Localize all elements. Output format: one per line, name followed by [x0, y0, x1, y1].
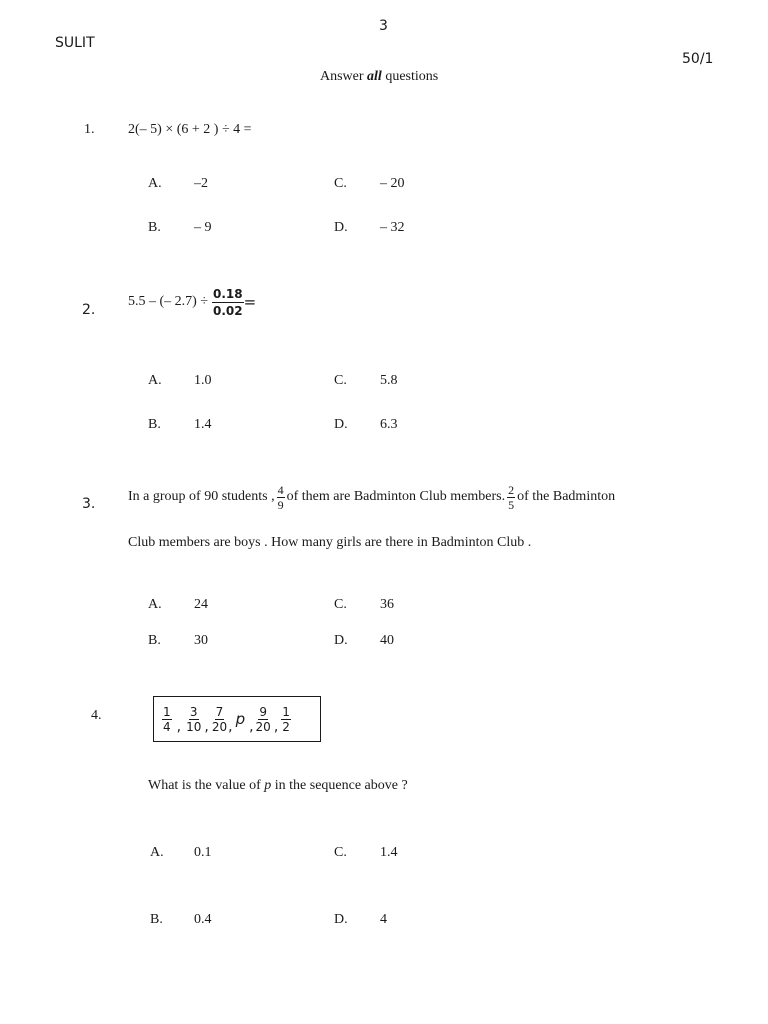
q4-seq-separator: , — [176, 719, 182, 735]
q3-option-a-letter: A. — [148, 597, 162, 612]
q2-fraction — [212, 288, 244, 317]
q4-seq-term-1 — [162, 706, 172, 733]
q4-seq-separator: , — [249, 719, 254, 735]
q4-option-c-letter: C. — [334, 845, 347, 860]
q2-option-a-value: 1.0 — [194, 373, 212, 388]
q1-expression: 2(– 5) × (6 + 2 ) ÷ 4 = — [128, 122, 252, 137]
q3-text-part3: of the Badminton — [517, 489, 616, 504]
q4-seq-term-2-numerator: 3 — [189, 704, 198, 719]
q1-option-a-letter: A. — [148, 176, 162, 191]
q2-option-c-value: 5.8 — [380, 373, 398, 388]
q1-option-d-value: – 32 — [380, 220, 405, 235]
q4-question-prefix: What is the value of — [148, 778, 265, 793]
q4-seq-variable-p: p — [235, 710, 246, 728]
q4-seq-term-6 — [281, 706, 291, 733]
q4-number: 4. — [91, 708, 102, 723]
instruction-prefix: Answer — [320, 69, 368, 84]
q4-question-variable: p — [264, 778, 272, 793]
q3-option-b-letter: B. — [148, 633, 161, 648]
q1-option-c-letter: C. — [334, 176, 347, 191]
q1-number: 1. — [84, 122, 95, 137]
q3-fraction-1-denominator: 9 — [277, 497, 284, 512]
q4-seq-separator: , — [273, 719, 279, 735]
q3-fraction-2 — [507, 484, 515, 511]
q2-fraction-numerator: 0.18 — [213, 286, 243, 301]
q1-option-b-value: – 9 — [194, 220, 212, 235]
instruction-suffix: questions — [381, 69, 439, 84]
q3-text-line1 — [128, 477, 615, 517]
instruction-heading — [320, 69, 438, 85]
q1-option-b-letter: B. — [148, 220, 161, 235]
q4-seq-term-2 — [186, 706, 201, 733]
q2-option-a-letter: A. — [148, 373, 162, 388]
q2-option-b-letter: B. — [148, 417, 161, 432]
q3-option-d-value: 40 — [380, 633, 394, 648]
q4-seq-term-1-denominator: 4 — [163, 719, 171, 734]
q3-text-line2: Club members are boys . How many girls are there in Badminton Club . — [128, 535, 532, 550]
q2-fraction-denominator: 0.02 — [213, 303, 243, 318]
instruction-emphasis: all — [367, 69, 382, 84]
q4-seq-term-3-denominator: 20 — [211, 719, 228, 734]
paper-code: 50/1 — [682, 51, 714, 67]
page-number: 3 — [379, 18, 388, 34]
q4-option-b-letter: B. — [150, 912, 163, 927]
q2-expression — [128, 282, 256, 322]
q4-seq-term-1-numerator: 1 — [163, 704, 171, 719]
q4-seq-term-6-denominator: 2 — [282, 719, 290, 734]
q4-sequence-box — [153, 696, 321, 742]
q3-number: 3. — [82, 496, 96, 512]
q4-option-b-value: 0.4 — [194, 912, 212, 927]
q3-option-d-letter: D. — [334, 633, 348, 648]
q4-seq-term-3-numerator: 7 — [215, 704, 224, 719]
q2-option-c-letter: C. — [334, 373, 347, 388]
q3-option-c-letter: C. — [334, 597, 347, 612]
q3-option-a-value: 24 — [194, 597, 208, 612]
q4-seq-separator: , — [228, 719, 233, 735]
q2-option-d-letter: D. — [334, 417, 348, 432]
q2-number: 2. — [82, 302, 96, 318]
q4-question-suffix: in the sequence above ? — [271, 778, 408, 793]
q2-expression-suffix: = — [243, 293, 257, 311]
q4-question-text — [148, 778, 408, 794]
q3-text-part1: In a group of 90 students , — [128, 489, 275, 504]
q2-option-b-value: 1.4 — [194, 417, 212, 432]
q3-option-b-value: 30 — [194, 633, 208, 648]
q3-text-part2: of them are Badminton Club members. — [286, 489, 506, 504]
q4-option-a-letter: A. — [150, 845, 164, 860]
q1-option-c-value: – 20 — [380, 176, 405, 191]
q3-fraction-1-numerator: 4 — [277, 482, 284, 497]
q3-option-c-value: 36 — [380, 597, 394, 612]
q4-seq-term-6-numerator: 1 — [282, 704, 290, 719]
q4-option-d-value: 4 — [380, 912, 387, 927]
q2-expression-prefix: 5.5 – (– 2.7) ÷ — [128, 294, 209, 309]
q4-seq-term-5 — [256, 706, 271, 733]
q4-seq-separator: , — [204, 719, 209, 735]
q4-seq-term-2-denominator: 10 — [186, 719, 202, 734]
q3-fraction-2-denominator: 5 — [508, 497, 515, 512]
q2-option-d-value: 6.3 — [380, 417, 398, 432]
q4-option-a-value: 0.1 — [194, 845, 212, 860]
q4-seq-term-3 — [212, 706, 227, 733]
sulit-label: SULIT — [55, 35, 95, 51]
q3-fraction-1 — [277, 484, 285, 511]
q4-seq-term-5-numerator: 9 — [259, 704, 267, 719]
q4-option-d-letter: D. — [334, 912, 348, 927]
q4-seq-term-5-denominator: 20 — [255, 719, 271, 734]
q3-fraction-2-numerator: 2 — [508, 482, 515, 497]
q4-option-c-value: 1.4 — [380, 845, 398, 860]
q1-option-a-value: –2 — [194, 176, 208, 191]
q1-option-d-letter: D. — [334, 220, 348, 235]
